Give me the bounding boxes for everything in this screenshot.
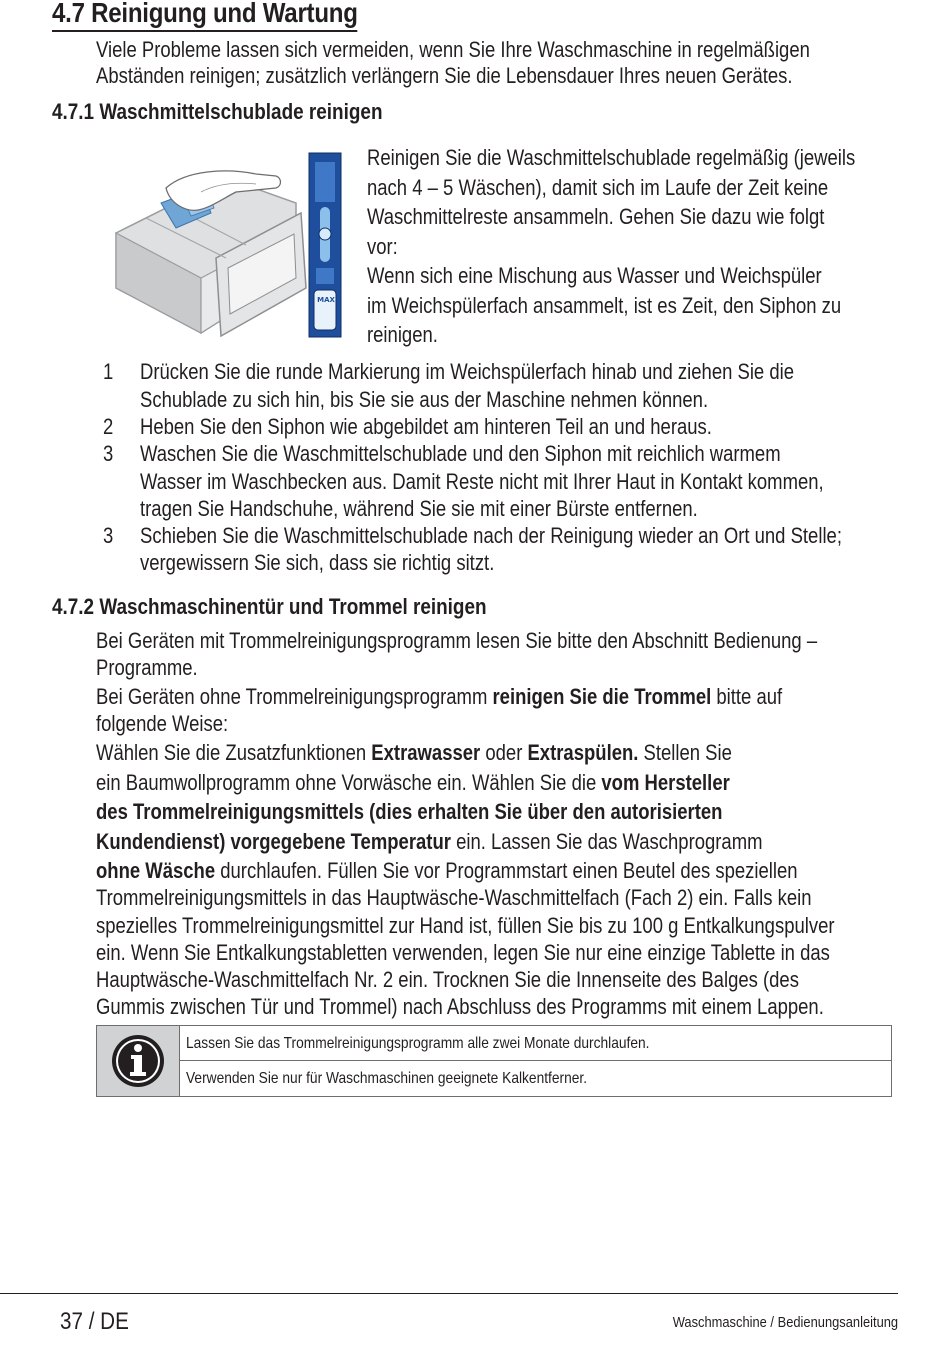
sub2-line: Hauptwäsche-Waschmittelfach Nr. 2 ein. Trocknen Sie die Innenseite des Balges (des [96, 967, 799, 992]
note-row [180, 1061, 891, 1096]
sub1-para-line: nach 4 – 5 Wäschen), damit sich im Laufe der Zeit keine [367, 175, 829, 200]
sub2-line: ein. Wenn Sie Entkalkungstabletten verwenden, legen Sie nur eine einzige Tablette in das [96, 940, 830, 965]
info-icon-graphic [97, 1026, 179, 1096]
section-title: 4.7 Reinigung und Wartung [52, 0, 358, 32]
document-title: Waschmaschine / Bedienungsanleitung [672, 1314, 898, 1331]
sub1-para-line: Wenn sich eine Mischung aus Wasser und Weichspüler [367, 263, 822, 288]
sub1-para-line: Reinigen Sie die Waschmittelschublade regelmäßig (jeweils [367, 145, 856, 170]
intro-line-2: Abständen reinigen; zusätzlich verlängern Sie die Lebensdauer Ihres neuen Gerätes. [96, 63, 793, 88]
step-number: 2 [103, 414, 114, 439]
sub2-line: Bei Geräten ohne Trommelreinigungsprogramm reinigen Sie die Trommel bitte auf [96, 684, 783, 709]
note-text: Lassen Sie das Trommelreinigungsprogramm alle zwei Monate durchlaufen. [186, 1035, 650, 1052]
intro-line-1: Viele Probleme lassen sich vermeiden, wenn Sie Ihre Waschmaschine in regelmäßigen [96, 37, 810, 62]
sub2-line: Trommelreinigungsmittels in das Hauptwäsche-Waschmittelfach (Fach 2) ein. Falls kein [96, 885, 812, 910]
page-number: 37 / DE [60, 1308, 129, 1335]
sub2-line: folgende Weise: [96, 711, 229, 736]
sub1-para-line: Waschmittelreste ansammeln. Gehen Sie dazu wie folgt [367, 204, 825, 229]
step-text: tragen Sie Handschuhe, während Sie sie mit einer Bürste entfernen. [140, 496, 698, 521]
subsection-title-2: 4.7.2 Waschmaschinentür und Trommel reinigen [52, 594, 487, 619]
step-text: Schieben Sie die Waschmittelschublade nach der Reinigung wieder an Ort und Stelle; [140, 523, 842, 548]
sub2-line: ohne Wäsche durchlaufen. Füllen Sie vor Programmstart einen Beutel des speziellen [96, 858, 798, 883]
note-text: Verwenden Sie nur für Waschmaschinen geeignete Kalkentferner. [186, 1070, 588, 1087]
step-text: Schublade zu sich hin, bis Sie sie aus der Maschine nehmen können. [140, 387, 709, 412]
sub2-line: Wählen Sie die Zusatzfunktionen Extrawasser oder Extraspülen. Stellen Sie [96, 740, 732, 765]
sub1-para-line: vor: [367, 234, 398, 259]
detergent-drawer-illustration [106, 148, 346, 338]
step-text: Wasser im Waschbecken aus. Damit Reste nicht mit Ihrer Haut in Kontakt kommen, [140, 469, 824, 494]
sub2-line: ein Baumwollprogramm ohne Vorwäsche ein. Wählen Sie die vom Hersteller [96, 770, 730, 795]
subsection-title-1: 4.7.1 Waschmittelschublade reinigen [52, 99, 383, 124]
sub2-line: Gummis zwischen Tür und Trommel) nach Abschluss des Programms mit einem Lappen. [96, 994, 824, 1019]
info-note-box [96, 1025, 892, 1097]
step-text: Drücken Sie die runde Markierung im Weichspülerfach hinab und ziehen Sie die [140, 359, 795, 384]
note-row [180, 1026, 891, 1061]
sub1-para-line: reinigen. [367, 322, 438, 347]
step-number: 3 [103, 523, 114, 548]
step-text: Heben Sie den Siphon wie abgebildet am hinteren Teil an und heraus. [140, 414, 712, 439]
step-number: 1 [103, 359, 114, 384]
sub2-line: Kundendienst) vorgegebene Temperatur ein. Lassen Sie das Waschprogramm [96, 829, 763, 854]
sub2-line: Programme. [96, 655, 198, 680]
step-text: vergewissern Sie sich, dass sie richtig sitzt. [140, 550, 495, 575]
sub2-line: des Trommelreinigungsmittels (dies erhalten Sie über den autorisierten [96, 799, 723, 824]
footer-divider [0, 1293, 898, 1294]
step-number: 3 [103, 441, 114, 466]
siphon-strip-drawing [308, 152, 342, 338]
sub2-line: Bei Geräten mit Trommelreinigungsprogramm lesen Sie bitte den Abschnitt Bedienung – [96, 628, 818, 653]
siphon-max-label: MAX [317, 296, 335, 304]
step-text: Waschen Sie die Waschmittelschublade und den Siphon mit reichlich warmem [140, 441, 781, 466]
info-icon [97, 1026, 180, 1096]
sub2-line: spezielles Trommelreinigungsmittel zur Hand ist, füllen Sie bis zu 100 g Entkalkungspulver [96, 913, 835, 938]
sub1-para-line: im Weichspülerfach ansammelt, ist es Zeit, den Siphon zu [367, 293, 842, 318]
